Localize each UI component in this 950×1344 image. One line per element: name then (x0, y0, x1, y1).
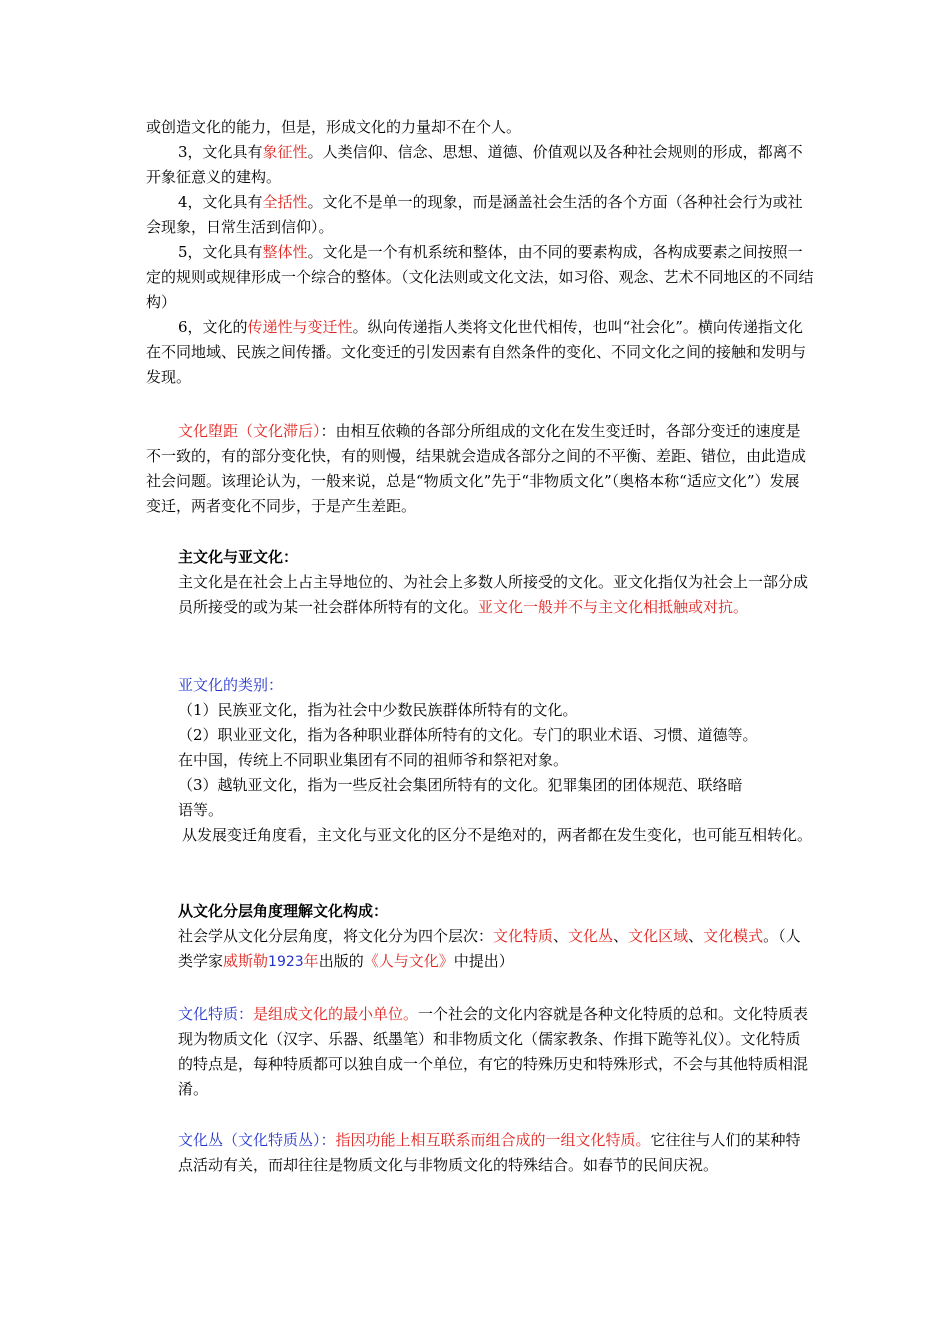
section-subculture-types (178, 673, 814, 848)
section-text: 它往往与人们的某种特点活动有关，而却往往是物质文化与非物质文化的特殊结合。如春节的民间庆祝。 (178, 1131, 801, 1174)
highlight-term: 象征性 (262, 143, 308, 161)
highlight-term: 全括性 (262, 193, 308, 211)
layer-trait: 文化特质 (493, 927, 554, 945)
separator: 、 (553, 927, 569, 945)
item-prefix: 3，文化具有 (178, 143, 263, 161)
section-text: 社会学从文化分层角度，将文化分为四个层次： (178, 927, 494, 945)
highlight-term: 文化堕距（文化滞后） (178, 422, 321, 440)
item-prefix: 4，文化具有 (178, 193, 263, 211)
highlight-text: 指因功能上相互联系而组合成的一组文化特质。 (335, 1131, 651, 1149)
section-heading: 亚文化的类别： (178, 676, 284, 694)
person-name: 威斯勒 (223, 952, 269, 970)
separator: 、 (688, 927, 704, 945)
highlight-text: 是组成文化的最小单位。 (253, 1005, 419, 1023)
paragraph-cultural-lag (146, 419, 814, 519)
item-prefix: 6，文化的 (178, 318, 248, 336)
book-title: 《人与文化》 (363, 952, 454, 970)
year-suffix: 年 (303, 952, 319, 970)
term-label: 文化丛（文化特质丛）： (178, 1131, 336, 1149)
layer-pattern: 文化模式 (703, 927, 764, 945)
list-item-continuation: 语等。 (178, 801, 224, 819)
item-text: 。文化是一个有机系统和整体，由不同的要素构成，各构成要素之间按照一定的规则或规律形成一个综合的整体。（文化法则或文化文法，如习俗、观念、艺术不同地区的不同结构） (146, 243, 814, 311)
list-item-continuation: 在中国，传统上不同职业集团有不同的祖师爷和祭祀对象。 (178, 751, 569, 769)
separator: 、 (613, 927, 629, 945)
paragraph-continuation (146, 115, 814, 140)
section-text: 出版的 (318, 952, 364, 970)
term-label: 文化特质： (178, 1005, 254, 1023)
layer-area: 文化区域 (628, 927, 689, 945)
section-culture-trait (178, 1002, 814, 1102)
section-text: 主文化是在社会上占主导地位的、为社会上多数人所接受的文化。亚文化指仅为社会上一部分成员所接受的或为某一社会群体所特有的文化。 (178, 573, 809, 616)
section-culture-layers (178, 899, 814, 975)
section-text: 。（人类学家 (178, 927, 801, 970)
item-text: 。纵向传递指人类将文化世代相传，也叫“社会化”。横向传递指文化在不同地域、民族之间传播。文化变迁的引发因素有自然条件的变化、不同文化之间的接触和发明与发现。 (146, 318, 807, 386)
paragraph-transmission (146, 315, 814, 390)
item-text: 。文化不是单一的现象，而是涵盖社会生活的各个方面（各种社会行为或社会现象，日常生活到信仰）。 (146, 193, 803, 236)
item-text: ：由相互依赖的各部分所组成的文化在发生变迁时，各部分变迁的速度是不一致的，有的部分变化快，有的则慢，结果就会造成各部分之间的不平衡、差距、错位，由此造成社会问题。该理论认为，一般来说，总是“物质文化”先于“非物质文化”（奥格本称“适应文化”）发展变迁，两者变化不同步，于是产生差距。 (146, 422, 807, 515)
section-culture-complex (178, 1128, 814, 1178)
item-text: 。人类信仰、信念、思想、道德、价值观以及各种社会规则的形成，都离不开象征意义的建构。 (146, 143, 803, 186)
list-item: （3）越轨亚文化，指为一些反社会集团所特有的文化。犯罪集团的团体规范、联络暗 (178, 776, 743, 794)
paragraph-symbolic (146, 140, 814, 190)
layer-complex: 文化丛 (568, 927, 614, 945)
year: 1923 (268, 954, 304, 970)
highlight-text: 亚文化一般并不与主文化相抵触或对抗。 (478, 598, 749, 616)
highlight-term: 传递性与变迁性 (247, 318, 353, 336)
section-heading: 从文化分层角度理解文化构成： (178, 902, 389, 920)
list-item: （2）职业亚文化，指为各种职业群体所特有的文化。专门的职业术语、习惯、道德等。 (178, 726, 758, 744)
paragraph-comprehensive (146, 190, 814, 240)
highlight-term: 整体性 (262, 243, 308, 261)
list-item: （1）民族亚文化，指为社会中少数民族群体所特有的文化。 (178, 701, 578, 719)
paragraph-holistic (146, 240, 814, 315)
section-text: 中提出） (453, 952, 514, 970)
section-heading: 主文化与亚文化： (178, 548, 299, 566)
section-note: 从发展变迁角度看，主文化与亚文化的区分不是绝对的，两者都在发生变化，也可能互相转化。 (182, 826, 813, 844)
section-text: 一个社会的文化内容就是各种文化特质的总和。文化特质表现为物质文化（汉字、乐器、纸墨笔）和非物质文化（儒家教条、作揖下跪等礼仪）。文化特质的特点是，每种特质都可以独自成一个单位，有它的特殊历史和特殊形式，不会与其他特质相混淆。 (178, 1005, 809, 1098)
continuation-text: 或创造文化的能力，但是，形成文化的力量却不在个人。 (146, 118, 522, 136)
section-main-subculture (178, 545, 814, 620)
item-prefix: 5，文化具有 (178, 243, 263, 261)
